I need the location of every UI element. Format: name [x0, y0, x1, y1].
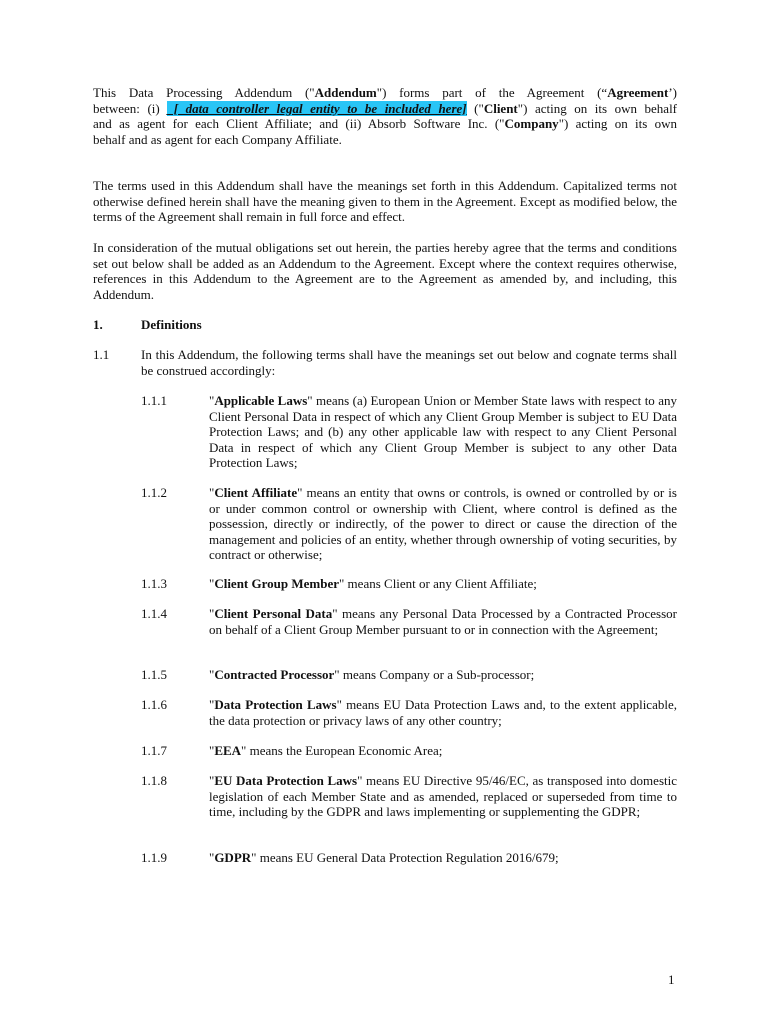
definition-term: Data Protection Laws [214, 697, 337, 712]
consideration-paragraph: In consideration of the mutual obligations set out herein, the parties hereby agree that the terms and conditions set out below shall be added as an Addendum to the Agreement. Except where the context requires otherwise, references in this Addendum to the Agreement are to the Agreement as amended by, and including, this Addendum. [93, 240, 677, 302]
controller-entity-placeholder[interactable]: _[ data controller legal entity to be included here] [167, 100, 467, 116]
definition-body: " means EU General Data Protection Regulation 2016/679; [251, 850, 559, 865]
definition-number: 1.1.1 [141, 393, 167, 408]
definition-text: "Contracted Processor" means Company or a Sub-processor; [209, 667, 535, 682]
clause-text: In this Addendum, the following terms shall have the meanings set out below and cognate terms shall be construed accordingly: [141, 347, 677, 378]
intro-line-2 [93, 101, 677, 117]
definition-number: 1.1.4 [141, 606, 167, 621]
intro-text: ") acting on its own behalf [517, 100, 678, 116]
definition-text: "Client Personal Data" means any Personal Data Processed by a Contracted Processor on behalf of a Client Group Member pursuant to or in connection with the Agreement; [209, 606, 678, 637]
definition-term: Client Personal Data [214, 606, 333, 621]
intro-line-1 [93, 85, 677, 101]
definition-term: Contracted Processor [214, 667, 335, 682]
intro-text: ") forms part of the Agreement (“ [376, 85, 608, 100]
definition-number: 1.1.7 [141, 743, 167, 758]
definition-body: " means an entity that owns or controls, is owned or controlled by or is or under common control or ownership with Client, where control is defined as the possession, directly or indirectly, of the power to direct or cause the direction of the management and policies of an entity, whether through ownership of voting securities, by contract or otherwise; [209, 485, 677, 562]
definition-text: "GDPR" means EU General Data Protection Regulation 2016/679; [209, 850, 559, 865]
intro-line-4: behalf and as agent for each Company Affiliate. [93, 131, 342, 147]
definition-body: " means the European Economic Area; [241, 743, 443, 758]
intro-text: This Data Processing Addendum (" [93, 85, 315, 100]
definition-term: Applicable Laws [214, 393, 308, 408]
definition-number: 1.1.5 [141, 667, 167, 682]
section-number: 1. [93, 317, 103, 332]
definition-number: 1.1.8 [141, 773, 167, 788]
terms-paragraph: The terms used in this Addendum shall have the meanings set forth in this Addendum. Capitalized terms not otherwise defined herein shall have the meaning given to them in the Agreement. Except as modified below, the terms of the Agreement shall remain in full force and effect. [93, 178, 677, 224]
definition-text: "EEA" means the European Economic Area; [209, 743, 443, 758]
section-title: Definitions [141, 317, 202, 332]
definition-term: GDPR [214, 850, 252, 865]
page-number: 1 [668, 972, 675, 987]
definition-number: 1.1.2 [141, 485, 167, 500]
definition-text: "Applicable Laws" means (a) European Union or Member State laws with respect to any Client Personal Data in respect of which any Client Group Member is subject to EU Data Protection Laws; and (b) any other applicable law with respect to any Client Personal Data in respect of which any Client Group Member is subject to any other Data Protection Laws; [209, 393, 677, 470]
definition-text: "Client Affiliate" means an entity that owns or controls, is owned or controlled by or is or under common control or ownership with Client, where control is defined as the possession, directly or indirectly, of the power to direct or cause the direction of the management and policies of an entity, whether through ownership of voting securities, by contract or otherwise; [209, 485, 677, 562]
definition-number: 1.1.6 [141, 697, 167, 712]
agreement-term: Agreement [607, 85, 669, 100]
intro-text: ’) [668, 85, 677, 100]
definition-body: " means EU Directive 95/46/EC, as transposed into domestic legislation of each Member State and as amended, replaced or superseded from time to time, including by the GDPR and laws implementing or supplementing the GDPR; [209, 773, 677, 819]
definition-text: "Data Protection Laws" means EU Data Protection Laws and, to the extent applicable, the data protection or privacy laws of any other country; [209, 697, 677, 728]
clause-number: 1.1 [93, 347, 110, 362]
definition-term: EEA [214, 743, 242, 758]
definition-number: 1.1.3 [141, 576, 167, 591]
definition-text: "Client Group Member" means Client or any Client Affiliate; [209, 576, 537, 591]
definition-body: " means Company or a Sub-processor; [334, 667, 535, 682]
definition-body: " means Client or any Client Affiliate; [339, 576, 537, 591]
definition-text: "EU Data Protection Laws" means EU Directive 95/46/EC, as transposed into domestic legislation of each Member State and as amended, replaced or superseded from time to time, including by the GDPR and laws implementing or supplementing the GDPR; [209, 773, 677, 819]
definition-body: " means any Personal Data Processed by a Contracted Processor on behalf of a Client Group Member pursuant to or in connection with the Agreement; [209, 606, 678, 637]
addendum-term: Addendum [314, 85, 377, 100]
intro-text: (" [466, 100, 484, 116]
intro-line-3 [93, 116, 677, 132]
definition-body: " means EU Data Protection Laws and, to the extent applicable, the data protection or privacy laws of any other country; [209, 697, 677, 728]
intro-text: and as agent for each Client Affiliate; and (ii) Absorb Software Inc. (" [93, 116, 505, 131]
definition-term: Client Group Member [214, 576, 339, 591]
definition-term: EU Data Protection Laws [214, 773, 358, 788]
intro-text: ") acting on its own [558, 116, 677, 131]
company-term: Company [504, 116, 559, 131]
definition-number: 1.1.9 [141, 850, 167, 865]
intro-text: between: (i) [93, 100, 168, 116]
client-term: Client [483, 100, 518, 116]
definition-term: Client Affiliate [214, 485, 298, 500]
definition-body: " means (a) European Union or Member State laws with respect to any Client Personal Data in respect of which any Client Group Member is subject to EU Data Protection Laws; and (b) any other applicable law with respect to any Client Personal Data in respect of which any Client Group Member is subject to any other Data Protection Laws; [209, 393, 677, 470]
